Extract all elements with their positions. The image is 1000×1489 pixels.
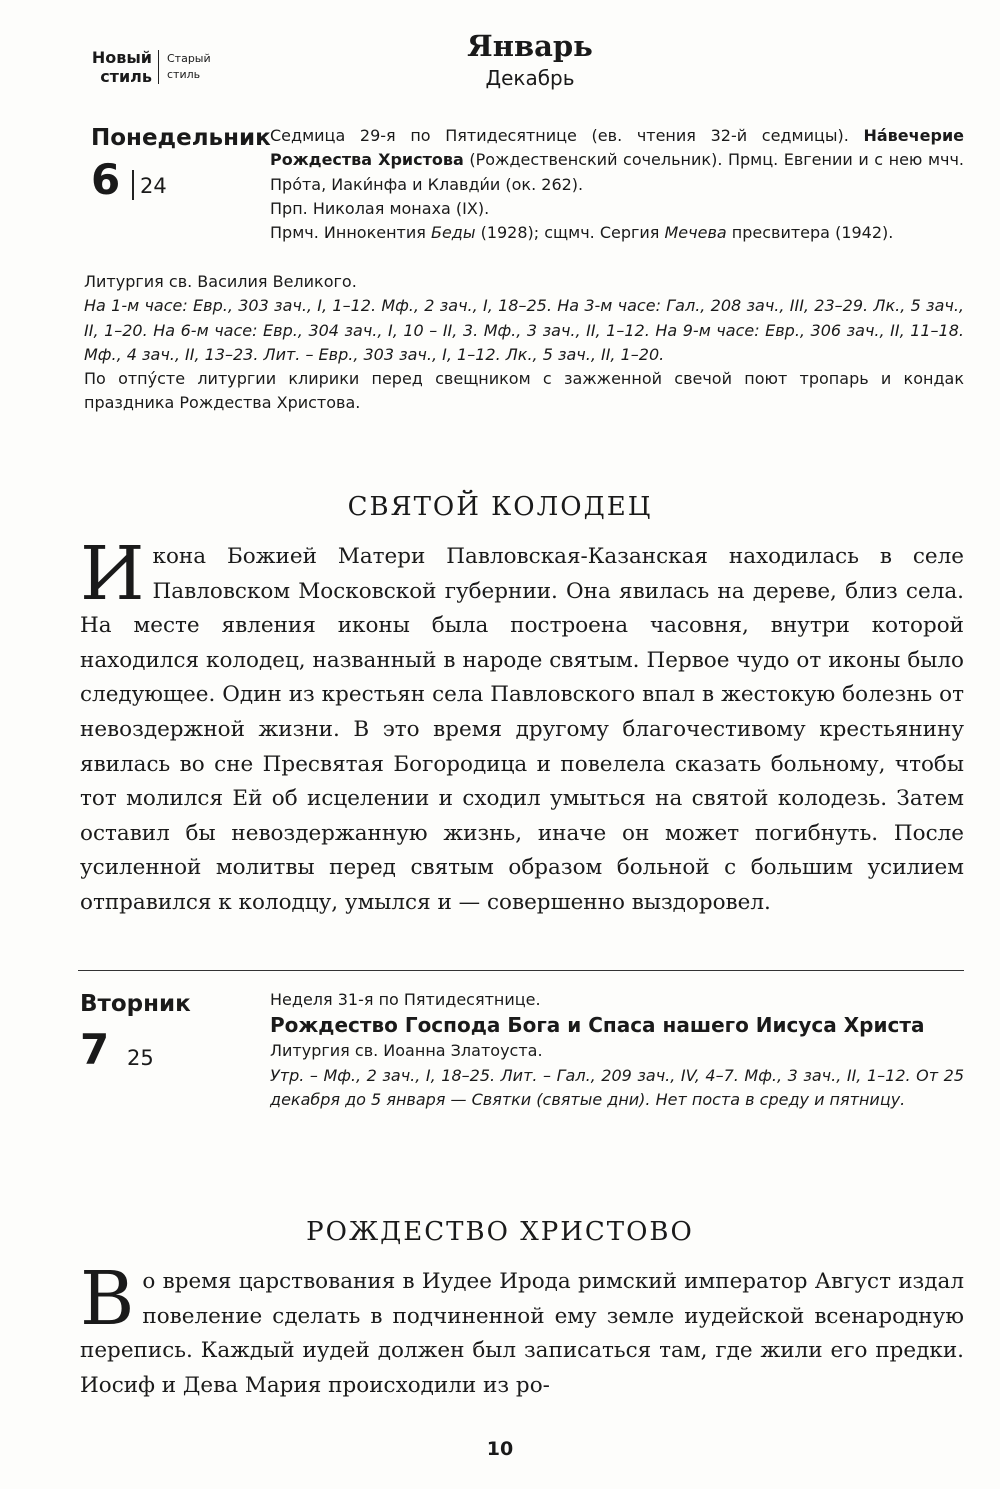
style-divider <box>158 50 159 84</box>
month-new-style: Январь <box>467 29 593 63</box>
day-number-old: 25 <box>127 1046 154 1070</box>
saint-innocent: Прмч. Иннокентия <box>270 223 431 243</box>
presbyter-text: пресвитера (1942). <box>726 223 894 243</box>
day-number-new: 7 <box>80 1025 110 1074</box>
weekday-tuesday: Вторник <box>80 991 191 1017</box>
article-body <box>80 531 964 921</box>
article-text: кона Божией Матери Павловская-Казанская находилась в селе Павловском Московской губернии. Она явилась на дереве, близ села. На месте явления иконы была построена часовня, внутри которой находился колодец, названный в народе святым. Первое чудо от иконы было следующее. Один из крестьян села Павловского впал в жестокую болезнь от невоздержной жизни. В это время другому благочестивому крестьянину явилась во сне Пресвятая Богородица и повелела сказать больному, чтобы тот молился Ей об исцелении и сходил умыться на святой колодезь. Затем оставил бы невоздержанную жизнь, иначе он может погибнуть. После усиленной молитвы перед святым образом больной с большим усилием отправился к колодцу, умылся и — совершенно выздоровел. <box>80 544 964 915</box>
feast-title: Рождество Господа Бога и Спаса нашего Иисуса Христа <box>270 1013 925 1038</box>
drop-cap: И <box>80 531 145 617</box>
surname-bedy: Беды <box>430 223 476 243</box>
readings: На 1-м часе: Евр., 303 зач., I, 1–12. Мф., 2 зач., I, 18–25. На 3-м часе: Гал., 208 зач., III, 23–29. Лк., 5 зач., II, 1–20. На 6-м часе: Евр., 304 зач., I, 10 – II, 3. Мф., 3 зач., II, 1–12. На 9-м часе: Евр., 306 зач., II, 11–18. Мф., 4 зач., II, 13–23. Лит. – Евр., 303 зач., I, 1–12. Лк., 5 зач., II, 1–20. <box>84 296 964 364</box>
old-style-label: Старый стиль <box>167 52 211 81</box>
week-note: Седмица 29-я по Пятидесятнице (ев. чтения 32-й седмицы). <box>270 126 864 145</box>
liturgy-name: Литургия св. Василия Великого. <box>84 272 357 291</box>
week-note: Неделя 31-я по Пятидесятнице. <box>270 990 541 1009</box>
article-body <box>80 1256 964 1403</box>
article-text: о время царствования в Иудее Ирода римский император Август издал повеление сделать в подчиненной ему земле иудейской всенародную перепись. Каждый иудей должен был записаться там, где жили его предки. Иосиф и Дева Мария происходили из ро- <box>80 1269 964 1398</box>
saint-nicholas: Прп. Николая монаха (IX). <box>270 198 490 218</box>
day-number-old: 24 <box>140 174 167 198</box>
date-divider <box>132 170 134 200</box>
saint-sergius: (1928); сщмч. Сергия <box>475 223 665 243</box>
new-style-label: Новый стиль <box>91 48 152 86</box>
day-number-new: 6 <box>91 155 121 204</box>
article-title: РОЖДЕСТВО ХРИСТОВО <box>306 1217 694 1247</box>
page-number: 10 <box>486 1438 514 1460</box>
drop-cap: В <box>80 1256 135 1342</box>
feast-eve-title: На́вечерие Рождества Христова <box>270 126 964 170</box>
liturgy-name: Литургия св. Иоанна Златоуста. <box>270 1041 543 1061</box>
weekday-monday: Понедельник <box>91 125 271 151</box>
section-divider <box>78 970 964 971</box>
day2-commemorations <box>270 988 964 1112</box>
readings: Утр. – Мф., 2 зач., I, 18–25. Лит. – Гал., 209 зач., IV, 4–7. Мф., 3 зач., II, 1–12. От 25 декабря до 5 января — Святки (святые дни). Нет поста в среду и пятницу. <box>270 1065 964 1109</box>
saints-text: (Рождественский сочельник). Прмц. Евгении и с нею мчч. Про́та, Иаки́нфа и Клавди́и (ок. 262). <box>270 150 965 194</box>
month-old-style: Декабрь <box>485 66 575 90</box>
article-title: СВЯТОЙ КОЛОДЕЦ <box>347 492 653 522</box>
day1-commemorations <box>270 124 964 245</box>
day1-liturgy-block <box>84 270 964 416</box>
surname-mecheva: Мечева <box>664 223 727 243</box>
liturgy-note: По отпу́сте литургии клирики перед свещником с зажженной свечой поют тропарь и кондак праздника Рождества Христова. <box>84 369 964 413</box>
